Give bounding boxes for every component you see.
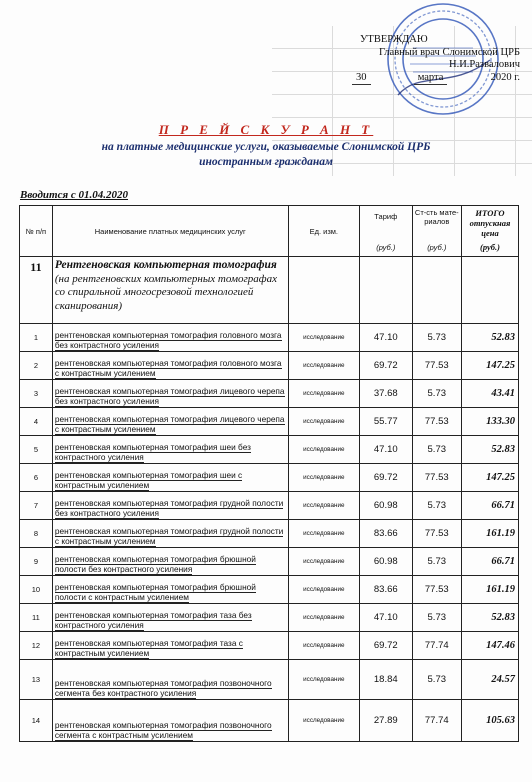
- row-number: 9: [20, 548, 53, 576]
- service-name-text: рентгеновская компьютерная томография грудной полости без контрастного усиления: [54, 498, 284, 518]
- unit-of-measure: исследование: [288, 380, 359, 408]
- unit-of-measure: исследование: [288, 352, 359, 380]
- unit-of-measure: исследование: [288, 520, 359, 548]
- materials-value: 77.53: [412, 352, 461, 380]
- approval-position: Главный врач Слонимской ЦРБ: [379, 46, 520, 58]
- service-name-text: рентгеновская компьютерная томография брюшной полости без контрастного усиления: [54, 554, 256, 574]
- table-row: [20, 576, 519, 604]
- service-name: [52, 408, 288, 436]
- row-number: 10: [20, 576, 53, 604]
- tariff-value: 55.77: [359, 408, 412, 436]
- table-row: [20, 520, 519, 548]
- section-empty-cell: [461, 257, 518, 324]
- section-note: (на рентгеновских компьютерных томографах со спиральной многосрезовой технологией сканирования): [54, 272, 277, 312]
- approval-heading: УТВЕРЖДАЮ: [360, 34, 428, 45]
- service-name: [52, 492, 288, 520]
- row-number: 4: [20, 408, 53, 436]
- service-name: [52, 660, 288, 700]
- unit-of-measure: исследование: [288, 548, 359, 576]
- table-row: [20, 380, 519, 408]
- tariff-value: 47.10: [359, 604, 412, 632]
- effective-date: Вводится с 01.04.2020: [20, 189, 129, 201]
- unit-of-measure: исследование: [288, 324, 359, 352]
- total-price: 52.83: [461, 436, 518, 464]
- total-price: 66.71: [461, 548, 518, 576]
- service-name-text: рентгеновская компьютерная томография таза с контрастным усилением: [54, 638, 243, 658]
- section-empty-cell: [412, 257, 461, 324]
- materials-value: 77.74: [412, 632, 461, 660]
- section-title: [52, 257, 288, 324]
- service-name: [52, 324, 288, 352]
- materials-value: 5.73: [412, 660, 461, 700]
- service-name: [52, 352, 288, 380]
- total-price: 133.30: [461, 408, 518, 436]
- service-name: [52, 632, 288, 660]
- header-tariff-label: Тариф: [374, 212, 398, 221]
- table-row: [20, 604, 519, 632]
- materials-value: 5.73: [412, 324, 461, 352]
- header-materials-label: Ст-сть мате-риалов: [414, 208, 459, 226]
- unit-of-measure: исследование: [288, 660, 359, 700]
- service-name-text: рентгеновская компьютерная томография брюшной полости с контрастным усилением: [54, 582, 256, 602]
- table-row: [20, 548, 519, 576]
- unit-of-measure: исследование: [288, 576, 359, 604]
- row-number: 1: [20, 324, 53, 352]
- header-materials: [412, 206, 461, 257]
- total-price: 52.83: [461, 604, 518, 632]
- total-price: 161.19: [461, 576, 518, 604]
- service-name: [52, 436, 288, 464]
- approval-block: [330, 34, 520, 85]
- service-name: [52, 548, 288, 576]
- tariff-value: 69.72: [359, 352, 412, 380]
- tariff-value: 69.72: [359, 632, 412, 660]
- subtitle-line-1: на платные медицинские услуги, оказываемые Слонимской ЦРБ: [101, 141, 431, 153]
- header-unit: Ед. изм.: [288, 206, 359, 257]
- header-materials-unit: (руб.): [427, 243, 447, 252]
- materials-value: 5.73: [412, 548, 461, 576]
- row-number: 5: [20, 436, 53, 464]
- row-number: 8: [20, 520, 53, 548]
- materials-value: 5.73: [412, 380, 461, 408]
- unit-of-measure: исследование: [288, 408, 359, 436]
- unit-of-measure: исследование: [288, 492, 359, 520]
- header-name: Наименование платных медицинских услуг: [52, 206, 288, 257]
- service-name: [52, 700, 288, 742]
- row-number: 13: [20, 660, 53, 700]
- document-title: П Р Е Й С К У Р А Н Т: [158, 122, 374, 137]
- service-name-text: рентгеновская компьютерная томография шеи без контрастного усиления: [54, 442, 251, 462]
- section-empty-cell: [288, 257, 359, 324]
- total-price: 66.71: [461, 492, 518, 520]
- materials-value: 5.73: [412, 604, 461, 632]
- table-row: [20, 436, 519, 464]
- header-tariff: [359, 206, 412, 257]
- subtitle-line-2: иностранным гражданам: [199, 156, 333, 168]
- service-name: [52, 576, 288, 604]
- document-subtitle: [60, 140, 472, 170]
- header-total-label: ИТОГО отпускная цена: [469, 208, 511, 238]
- tariff-value: 69.72: [359, 464, 412, 492]
- service-name: [52, 464, 288, 492]
- total-price: 161.19: [461, 520, 518, 548]
- section-empty-cell: [359, 257, 412, 324]
- table-row: [20, 492, 519, 520]
- section-number: 11: [20, 257, 53, 324]
- tariff-value: 60.98: [359, 548, 412, 576]
- row-number: 6: [20, 464, 53, 492]
- section-heading: Рентгеновская компьютерная томография: [54, 259, 277, 271]
- header-total-unit: (руб.): [479, 242, 500, 252]
- table-row: [20, 464, 519, 492]
- service-name-text: рентгеновская компьютерная томография головного мозга с контрастным усилением: [54, 358, 282, 378]
- approval-day: 30: [352, 72, 371, 86]
- service-name-text: рентгеновская компьютерная томография позвоночного сегмента с контрастным усилением: [54, 720, 272, 740]
- tariff-value: 60.98: [359, 492, 412, 520]
- table-row: [20, 660, 519, 700]
- total-price: 147.46: [461, 632, 518, 660]
- row-number: 7: [20, 492, 53, 520]
- tariff-value: 47.10: [359, 324, 412, 352]
- total-price: 43.41: [461, 380, 518, 408]
- total-price: 105.63: [461, 700, 518, 742]
- tariff-value: 83.66: [359, 576, 412, 604]
- row-number: 11: [20, 604, 53, 632]
- tariff-value: 83.66: [359, 520, 412, 548]
- materials-value: 77.53: [412, 408, 461, 436]
- tariff-value: 18.84: [359, 660, 412, 700]
- table-row: [20, 352, 519, 380]
- service-name-text: рентгеновская компьютерная томография таза без контрастного усиления: [54, 610, 252, 630]
- header-total: [461, 206, 518, 257]
- unit-of-measure: исследование: [288, 436, 359, 464]
- table-row: [20, 700, 519, 742]
- total-price: 24.57: [461, 660, 518, 700]
- approval-date: [330, 72, 520, 86]
- materials-value: 77.53: [412, 464, 461, 492]
- materials-value: 5.73: [412, 492, 461, 520]
- row-number: 2: [20, 352, 53, 380]
- unit-of-measure: исследование: [288, 632, 359, 660]
- approval-year: 2020 г.: [490, 71, 520, 83]
- row-number: 14: [20, 700, 53, 742]
- header-num: № п/п: [20, 206, 53, 257]
- service-name-text: рентгеновская компьютерная томография лицевого черепа без контрастного усиления: [54, 386, 285, 406]
- table-row: [20, 632, 519, 660]
- service-name-text: рентгеновская компьютерная томография головного мозга без контрастного усиления: [54, 330, 282, 350]
- service-name: [52, 520, 288, 548]
- total-price: 147.25: [461, 464, 518, 492]
- service-name-text: рентгеновская компьютерная томография позвоночного сегмента без контрастного усиления: [54, 678, 272, 698]
- unit-of-measure: исследование: [288, 604, 359, 632]
- tariff-value: 27.89: [359, 700, 412, 742]
- row-number: 12: [20, 632, 53, 660]
- materials-value: 5.73: [412, 436, 461, 464]
- service-name-text: рентгеновская компьютерная томография грудной полости с контрастным усилением: [54, 526, 284, 546]
- materials-value: 77.74: [412, 700, 461, 742]
- table-row: [20, 324, 519, 352]
- tariff-value: 47.10: [359, 436, 412, 464]
- header-tariff-unit: (руб.): [376, 243, 396, 252]
- price-table: [19, 205, 519, 742]
- unit-of-measure: исследование: [288, 700, 359, 742]
- section-row: [20, 257, 519, 324]
- total-price: 147.25: [461, 352, 518, 380]
- service-name-text: рентгеновская компьютерная томография шеи с контрастным усилением: [54, 470, 243, 490]
- approval-signer: Н.И.Развалович: [449, 59, 520, 70]
- table-row: [20, 408, 519, 436]
- service-name: [52, 604, 288, 632]
- total-price: 52.83: [461, 324, 518, 352]
- service-name: [52, 380, 288, 408]
- materials-value: 77.53: [412, 520, 461, 548]
- service-name-text: рентгеновская компьютерная томография лицевого черепа с контрастным усилением: [54, 414, 285, 434]
- approval-month: марта: [414, 72, 448, 86]
- unit-of-measure: исследование: [288, 464, 359, 492]
- row-number: 3: [20, 380, 53, 408]
- tariff-value: 37.68: [359, 380, 412, 408]
- materials-value: 77.53: [412, 576, 461, 604]
- table-header-row: [20, 206, 519, 257]
